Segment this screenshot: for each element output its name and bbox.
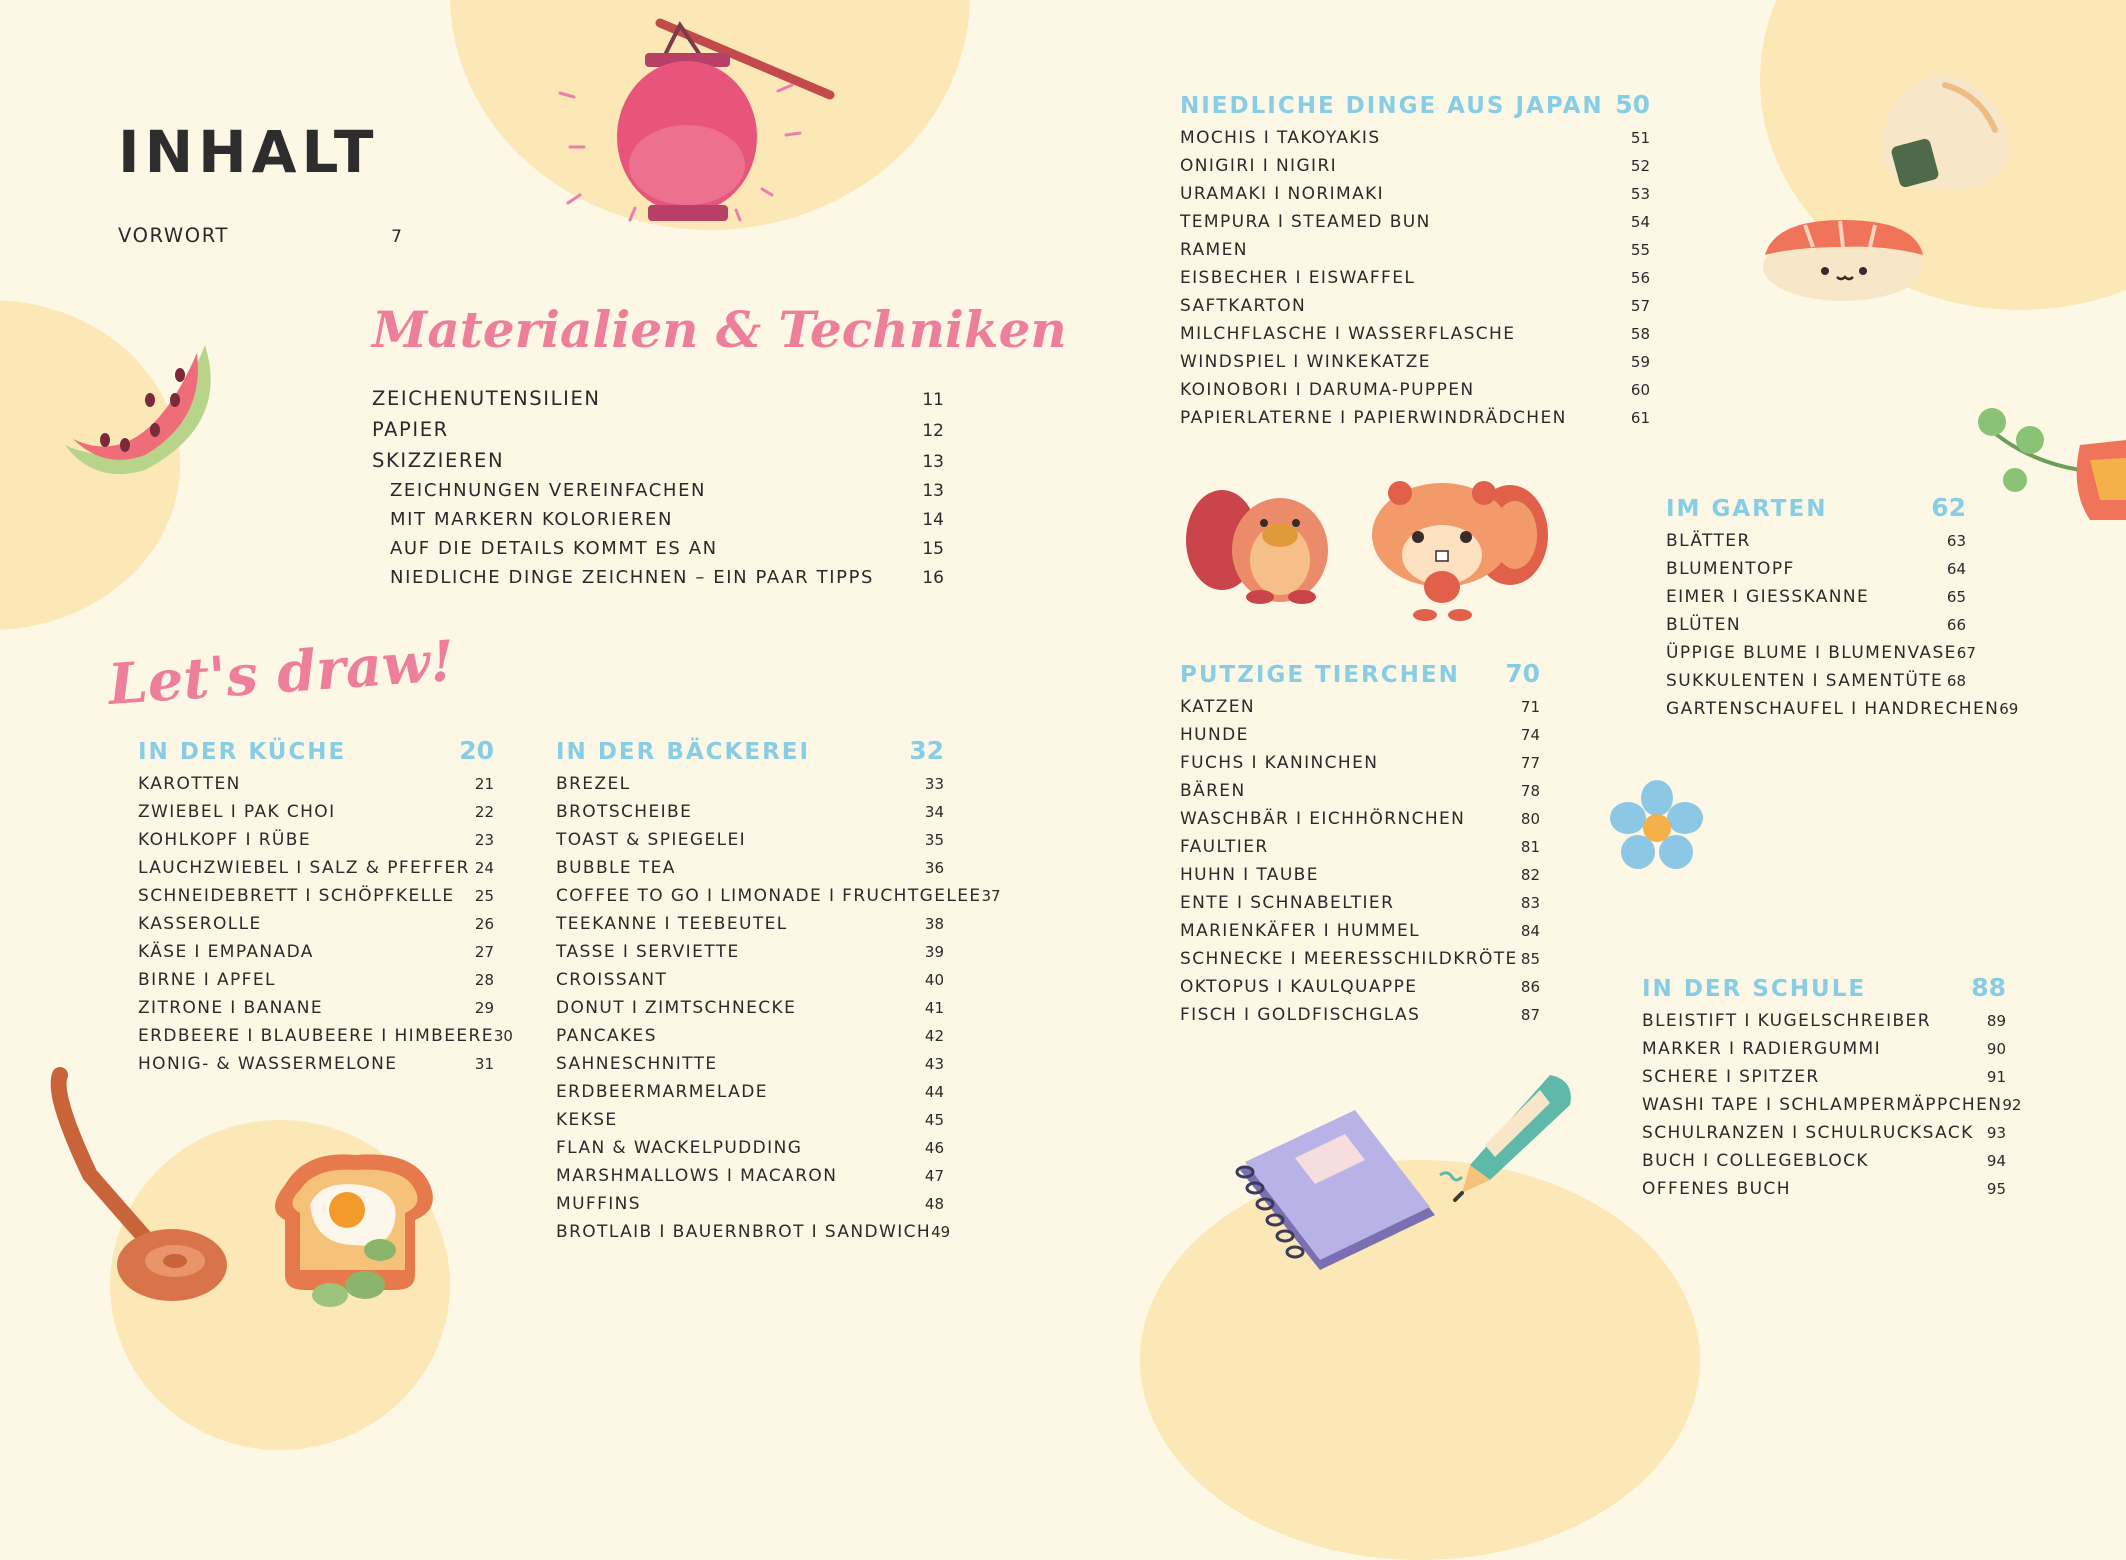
section-title: PUTZIGE TIERCHEN	[1180, 662, 1460, 688]
lantern-illustration	[540, 15, 850, 245]
section-title: IN DER KÜCHE	[138, 739, 347, 765]
toc-page: 93	[1986, 1124, 2006, 1142]
section-title: NIEDLICHE DINGE AUS JAPAN	[1180, 93, 1604, 119]
toc-label: ZITRONE I BANANE	[138, 998, 324, 1018]
toc-page: 92	[2002, 1096, 2022, 1114]
toc-label: KASSEROLLE	[138, 914, 262, 934]
toc-page: 31	[474, 1055, 494, 1073]
toc-label: BLEISTIFT I KUGELSCHREIBER	[1642, 1011, 1931, 1031]
section-heading-lets-draw: Let's draw!	[106, 627, 457, 719]
toc-page: 43	[924, 1055, 944, 1073]
toc-item[interactable]	[372, 387, 944, 410]
toc-page: 51	[1630, 129, 1650, 147]
section-heading-materialien: Materialien & Techniken	[372, 300, 1067, 359]
toc-page: 89	[1986, 1012, 2006, 1030]
section-heading[interactable]	[1666, 493, 1966, 522]
toc-label: WINDSPIEL I WINKEKATZE	[1180, 352, 1431, 372]
section-title: IN DER SCHULE	[1642, 976, 1867, 1002]
toc-item[interactable]	[1180, 697, 1540, 717]
toc-item[interactable]	[1642, 1179, 2006, 1199]
toc-item[interactable]	[138, 914, 494, 934]
toc-label: SCHULRANZEN I SCHULRUCKSACK	[1642, 1123, 1974, 1143]
section-page: 32	[909, 736, 944, 765]
toc-page: 13	[922, 452, 944, 472]
toc-page: 16	[922, 568, 944, 588]
toc-page: 58	[1630, 325, 1650, 343]
toc-page: 33	[924, 775, 944, 793]
toc-label: ENTE I SCHNABELTIER	[1180, 893, 1395, 913]
toc-page: 36	[924, 859, 944, 877]
toc-label: GARTENSCHAUFEL I HANDRECHEN	[1666, 699, 2000, 719]
toc-item[interactable]	[1180, 865, 1540, 885]
toc-label: SKIZZIEREN	[372, 449, 505, 472]
toc-page: 57	[1630, 297, 1650, 315]
toc-label: PAPIER	[372, 418, 449, 441]
toc-page: 54	[1630, 213, 1650, 231]
notebook-illustration	[1225, 1110, 1445, 1275]
toc-label: WASCHBÄR I EICHHÖRNCHEN	[1180, 809, 1466, 829]
toc-label: AUF DIE DETAILS KOMMT ES AN	[390, 538, 718, 559]
section-title: IN DER BÄCKEREI	[556, 739, 811, 765]
toc-label: SCHNEIDEBRETT I SCHÖPFKELLE	[138, 886, 455, 906]
page-title: INHALT	[118, 118, 379, 186]
onigiri-illustration	[1870, 70, 2020, 195]
toc-page: 85	[1520, 950, 1540, 968]
toc-subitem[interactable]	[390, 509, 944, 530]
toc-page: 47	[924, 1167, 944, 1185]
toc-page: 34	[924, 803, 944, 821]
toc-label: SAFTKARTON	[1180, 296, 1307, 316]
toc-label: BÄREN	[1180, 781, 1246, 801]
section-heading[interactable]	[556, 736, 944, 765]
toc-item[interactable]	[556, 942, 944, 962]
toc-page: 21	[474, 775, 494, 793]
toc-item[interactable]	[1180, 352, 1650, 372]
toc-item[interactable]	[138, 1026, 513, 1046]
toc-subitem[interactable]	[390, 538, 944, 559]
toc-item[interactable]	[1180, 921, 1540, 941]
toc-label: ZEICHENUTENSILIEN	[372, 387, 601, 410]
toc-label: ONIGIRI I NIGIRI	[1180, 156, 1338, 176]
toc-page: 95	[1986, 1180, 2006, 1198]
toc-page: 56	[1630, 269, 1650, 287]
toc-page: 14	[922, 510, 944, 530]
toc-page: 64	[1946, 560, 1966, 578]
toc-page: 38	[924, 915, 944, 933]
toc-label: FLAN & WACKELPUDDING	[556, 1138, 803, 1158]
toc-page: 91	[1986, 1068, 2006, 1086]
toc-label: HUHN I TAUBE	[1180, 865, 1319, 885]
toc-item[interactable]	[1180, 977, 1540, 997]
toc-page: 60	[1630, 381, 1650, 399]
toc-item[interactable]	[556, 914, 944, 934]
toc-item[interactable]	[1642, 1039, 2006, 1059]
toc-page: 86	[1520, 978, 1540, 996]
toc-item[interactable]	[556, 802, 944, 822]
toc-label: MIT MARKERN KOLORIEREN	[390, 509, 674, 530]
toc-vorwort[interactable]	[118, 224, 402, 247]
toc-item[interactable]	[138, 970, 494, 990]
toc-page: 67	[1956, 644, 1976, 662]
toc-item[interactable]	[1180, 212, 1650, 232]
toc-page: 77	[1520, 754, 1540, 772]
toc-item[interactable]	[138, 830, 494, 850]
toc-label: FISCH I GOLDFISCHGLAS	[1180, 1005, 1421, 1025]
toc-page: 22	[474, 803, 494, 821]
toc-item[interactable]	[1180, 837, 1540, 857]
toc-page: 53	[1630, 185, 1650, 203]
toc-item[interactable]	[556, 1054, 944, 1074]
toc-item[interactable]	[1642, 1123, 2006, 1143]
toc-label: BUCH I COLLEGEBLOCK	[1642, 1151, 1869, 1171]
toc-item[interactable]	[1642, 1095, 2022, 1115]
hamster-illustration	[1360, 475, 1550, 625]
toc-item[interactable]	[138, 858, 494, 878]
toc-item[interactable]	[138, 774, 494, 794]
toc-item[interactable]	[1666, 671, 1966, 691]
toc-label: VORWORT	[118, 224, 229, 247]
toc-item[interactable]	[1180, 1005, 1540, 1025]
toc-page: 59	[1630, 353, 1650, 371]
toc-label: BROTLAIB I BAUERNBROT I SANDWICH	[556, 1222, 932, 1242]
toc-item[interactable]	[1666, 559, 1966, 579]
toc-item[interactable]	[138, 802, 494, 822]
toc-item[interactable]	[138, 886, 494, 906]
toc-item[interactable]	[1180, 725, 1540, 745]
toc-label: HONIG- & WASSERMELONE	[138, 1054, 398, 1074]
toc-label: MUFFINS	[556, 1194, 641, 1214]
nigiri-illustration	[1755, 205, 1930, 305]
toc-label: MARIENKÄFER I HUMMEL	[1180, 921, 1420, 941]
toc-label: PANCAKES	[556, 1026, 657, 1046]
toc-item[interactable]	[1180, 408, 1650, 428]
toc-label: SCHNECKE I MEERESSCHILDKRÖTE	[1180, 949, 1518, 969]
toc-page: 40	[924, 971, 944, 989]
toc-label: EIMER I GIESSKANNE	[1666, 587, 1870, 607]
toc-item[interactable]	[556, 1194, 944, 1214]
toc-page: 37	[981, 887, 1001, 905]
toc-item[interactable]	[372, 449, 944, 472]
toc-item[interactable]	[372, 418, 944, 441]
toc-item[interactable]	[138, 942, 494, 962]
toc-label: BUBBLE TEA	[556, 858, 676, 878]
toc-page: 46	[924, 1139, 944, 1157]
toc-label: MOCHIS I TAKOYAKIS	[1180, 128, 1381, 148]
toc-label: URAMAKI I NORIMAKI	[1180, 184, 1385, 204]
section-heading[interactable]	[138, 736, 494, 765]
toc-label: PAPIERLATERNE I PAPIERWINDRÄDCHEN	[1180, 408, 1567, 428]
toc-item[interactable]	[1180, 753, 1540, 773]
watermelon-illustration	[55, 335, 225, 485]
toc-item[interactable]	[1180, 128, 1650, 148]
toc-item[interactable]	[1180, 893, 1540, 913]
toc-page: 83	[1520, 894, 1540, 912]
toc-page: 82	[1520, 866, 1540, 884]
toc-item[interactable]	[138, 1054, 494, 1074]
toc-label: NIEDLICHE DINGE ZEICHNEN – EIN PAAR TIPPS	[390, 567, 875, 588]
toc-page: 7	[391, 227, 402, 247]
toc-item[interactable]	[1180, 296, 1650, 316]
toc-label: BROTSCHEIBE	[556, 802, 693, 822]
toc-subitem[interactable]	[390, 567, 944, 588]
toc-page: 68	[1946, 672, 1966, 690]
toc-label: MARKER I RADIERGUMMI	[1642, 1039, 1882, 1059]
toc-item[interactable]	[1666, 587, 1966, 607]
toc-label: ERDBEERMARMELADE	[556, 1082, 768, 1102]
toc-page: 26	[474, 915, 494, 933]
section-page: 70	[1505, 659, 1540, 688]
toc-item[interactable]	[1642, 1011, 2006, 1031]
toc-page: 12	[922, 421, 944, 441]
toc-label: KOHLKOPF I RÜBE	[138, 830, 311, 850]
toc-page: 94	[1986, 1152, 2006, 1170]
toc-label: KATZEN	[1180, 697, 1256, 717]
toc-label: MILCHFLASCHE I WASSERFLASCHE	[1180, 324, 1516, 344]
toc-item[interactable]	[1180, 268, 1650, 288]
toc-label: FUCHS I KANINCHEN	[1180, 753, 1379, 773]
toc-label: MARSHMALLOWS I MACARON	[556, 1166, 838, 1186]
toc-item[interactable]	[1666, 531, 1966, 551]
toc-label: ZWIEBEL I PAK CHOI	[138, 802, 336, 822]
toc-item[interactable]	[1666, 643, 1976, 663]
section-heading[interactable]	[1180, 659, 1540, 688]
toc-label: LAUCHZWIEBEL I SALZ & PFEFFER	[138, 858, 470, 878]
toc-label: HUNDE	[1180, 725, 1249, 745]
toc-page: 13	[922, 481, 944, 501]
toc-label: KAROTTEN	[138, 774, 241, 794]
toc-page: 55	[1630, 241, 1650, 259]
toc-page: 69	[1999, 700, 2019, 718]
toc-item[interactable]	[1180, 240, 1650, 260]
toc-page: 44	[924, 1083, 944, 1101]
toc-item[interactable]	[556, 830, 944, 850]
toc-label: WASHI TAPE I SCHLAMPERMÄPPCHEN	[1642, 1095, 2003, 1115]
toc-label: TEMPURA I STEAMED BUN	[1180, 212, 1431, 232]
pen-illustration	[1440, 1065, 1580, 1205]
toc-page: 49	[931, 1223, 951, 1241]
toc-item[interactable]	[1666, 615, 1966, 635]
toc-page: 45	[924, 1111, 944, 1129]
toc-page: 71	[1520, 698, 1540, 716]
section-heading[interactable]	[1180, 90, 1650, 119]
toc-label: RAMEN	[1180, 240, 1248, 260]
toc-item[interactable]	[556, 1110, 944, 1130]
toc-item[interactable]	[556, 1166, 944, 1186]
toc-item[interactable]	[556, 858, 944, 878]
toc-page: 42	[924, 1027, 944, 1045]
section-page: 88	[1971, 973, 2006, 1002]
toc-label: KOINOBORI I DARUMA-PUPPEN	[1180, 380, 1475, 400]
toc-page: 78	[1520, 782, 1540, 800]
flower-illustration	[1610, 780, 1705, 875]
toc-label: SCHERE I SPITZER	[1642, 1067, 1820, 1087]
toc-item[interactable]	[1180, 949, 1540, 969]
toc-item[interactable]	[1642, 1067, 2006, 1087]
toc-item[interactable]	[138, 998, 494, 1018]
plant-illustration	[1970, 400, 2126, 520]
toc-label: CROISSANT	[556, 970, 668, 990]
toc-page: 24	[474, 859, 494, 877]
toc-item[interactable]	[556, 774, 944, 794]
section-heading[interactable]	[1642, 973, 2006, 1002]
toc-item[interactable]	[1180, 184, 1650, 204]
toc-page: 81	[1520, 838, 1540, 856]
toc-label: BLÜTEN	[1666, 615, 1741, 635]
beaver-illustration	[1180, 485, 1335, 605]
toc-label: BLÄTTER	[1666, 531, 1751, 551]
toc-item[interactable]	[556, 970, 944, 990]
toc-page: 74	[1520, 726, 1540, 744]
toc-page: 35	[924, 831, 944, 849]
toc-label: BIRNE I APFEL	[138, 970, 276, 990]
toc-label: TEEKANNE I TEEBEUTEL	[556, 914, 788, 934]
toc-page: 48	[924, 1195, 944, 1213]
toc-label: SUKKULENTEN I SAMENTÜTE	[1666, 671, 1944, 691]
toc-label: SAHNESCHNITTE	[556, 1054, 718, 1074]
section-page: 50	[1615, 90, 1650, 119]
toc-page: 80	[1520, 810, 1540, 828]
toc-page: 11	[922, 390, 944, 410]
toast-egg-illustration	[265, 1145, 445, 1315]
section-page: 20	[459, 736, 494, 765]
toc-label: BREZEL	[556, 774, 631, 794]
ladle-illustration	[50, 1065, 240, 1310]
toc-item[interactable]	[1180, 324, 1650, 344]
toc-page: 90	[1986, 1040, 2006, 1058]
toc-page: 52	[1630, 157, 1650, 175]
toc-item[interactable]	[1642, 1151, 2006, 1171]
toc-page: 15	[922, 539, 944, 559]
toc-label: TASSE I SERVIETTE	[556, 942, 740, 962]
toc-page: 66	[1946, 616, 1966, 634]
toc-page: 84	[1520, 922, 1540, 940]
toc-item[interactable]	[556, 1026, 944, 1046]
toc-label: BLUMENTOPF	[1666, 559, 1795, 579]
toc-item[interactable]	[556, 1222, 951, 1242]
section-page: 62	[1931, 493, 1966, 522]
toc-page: 28	[474, 971, 494, 989]
toc-item[interactable]	[1180, 156, 1650, 176]
toc-item[interactable]	[1180, 380, 1650, 400]
toc-page: 61	[1630, 409, 1650, 427]
toc-item[interactable]	[556, 998, 944, 1018]
toc-page: 25	[474, 887, 494, 905]
toc-label: ERDBEERE I BLAUBEERE I HIMBEERE	[138, 1026, 494, 1046]
toc-page: 65	[1946, 588, 1966, 606]
toc-page: 63	[1946, 532, 1966, 550]
toc-page: 27	[474, 943, 494, 961]
toc-label: DONUT I ZIMTSCHNECKE	[556, 998, 797, 1018]
toc-page: 23	[474, 831, 494, 849]
toc-page: 29	[474, 999, 494, 1017]
toc-item[interactable]	[556, 1082, 944, 1102]
toc-page: 30	[493, 1027, 513, 1045]
toc-item[interactable]	[1666, 699, 2019, 719]
toc-label: COFFEE TO GO I LIMONADE I FRUCHTGELEE	[556, 886, 982, 906]
toc-item[interactable]	[556, 886, 1001, 906]
toc-page: 41	[924, 999, 944, 1017]
toc-label: EISBECHER I EISWAFFEL	[1180, 268, 1416, 288]
toc-label: TOAST & SPIEGELEI	[556, 830, 747, 850]
toc-item[interactable]	[556, 1138, 944, 1158]
toc-label: KEKSE	[556, 1110, 618, 1130]
section-title: IM GARTEN	[1666, 496, 1828, 522]
toc-label: OKTOPUS I KAULQUAPPE	[1180, 977, 1418, 997]
toc-label: KÄSE I EMPANADA	[138, 942, 314, 962]
toc-label: ZEICHNUNGEN VEREINFACHEN	[390, 480, 707, 501]
toc-item[interactable]	[1180, 781, 1540, 801]
toc-label: ÜPPIGE BLUME I BLUMENVASE	[1666, 643, 1957, 663]
toc-label: FAULTIER	[1180, 837, 1269, 857]
toc-item[interactable]	[1180, 809, 1540, 829]
toc-page: 39	[924, 943, 944, 961]
toc-page: 87	[1520, 1006, 1540, 1024]
toc-subitem[interactable]	[390, 480, 944, 501]
toc-label: OFFENES BUCH	[1642, 1179, 1791, 1199]
